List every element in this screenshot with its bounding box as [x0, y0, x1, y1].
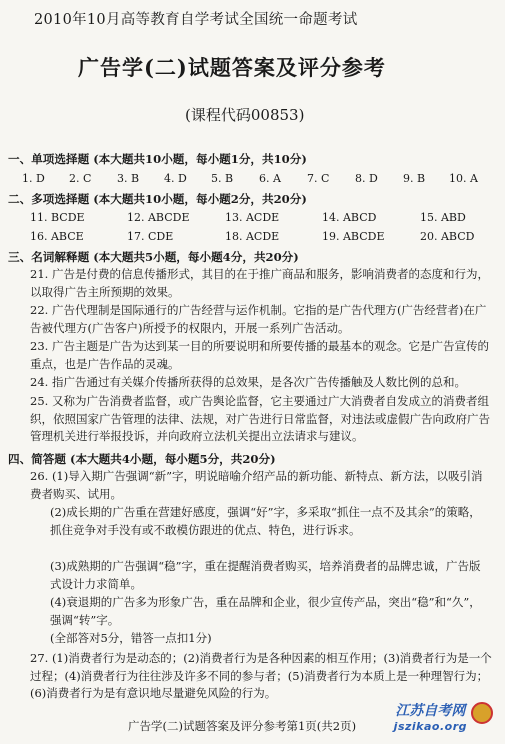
- answer-paragraph-23: 23. 广告主题是广告为达到某一目的所要说明和所要传播的最基本的观念。它是广告宣传的重点，也是广告作品的灵魂。: [30, 339, 489, 371]
- answer-item: 19. ABCDE: [322, 230, 385, 243]
- page-footer: 广告学(二)试题答案及评分参考第1页(共2页): [128, 719, 357, 733]
- answer-paragraph-25: 25. 又称为广告消费者监督，或广告舆论监督，它主要通过广大消费者自发成立的消费者组织，依照国家广告管理的法律、法规，对广告进行日常监督，对违法或虚假广告向政府广告管理机关进行举报投诉，并向政府立法机关提出立法请求与建议。: [30, 394, 490, 443]
- answer-26-point-3: (3)成熟期的广告强调“稳”字，重在提醒消费者购买，培养消费者的品牌忠诚，广告版式设计力求简单。: [50, 559, 481, 591]
- answer-item: 15. ABD: [420, 211, 466, 224]
- answer-item: 5. B: [211, 172, 234, 185]
- page-title: 广告学(二)试题答案及评分参考: [78, 55, 386, 80]
- answer-item: 7. C: [307, 172, 330, 185]
- answer-item: 13. ACDE: [225, 211, 280, 224]
- section-heading-single-choice: 一、单项选择题 (本大题共10小题，每小题1分，共10分): [8, 152, 307, 166]
- answer-item: 12. ABCDE: [127, 211, 190, 224]
- answer-item: 20. ABCD: [420, 230, 475, 243]
- answer-item: 8. D: [355, 172, 378, 185]
- answer-26-point-1: 26. (1)导入期广告强调“新”字，明说暗喻介绍产品的新功能、新特点、新方法，以吸引消费者购买、试用。: [30, 469, 483, 501]
- answer-paragraph-22: 22. 广告代理制是国际通行的广告经营与运作机制。它指的是广告代理方(广告经营者)在广告被代理方(广告客户)所授予的权限内，开展一系列广告活动。: [30, 303, 487, 335]
- answer-26-point-2: (2)成长期的广告重在营建好感度，强调“好”字，多采取“抓住一点不及其余”的策略，抓住竞争对手没有或不敢模仿跟进的优点、特色，进行诉求。: [50, 505, 481, 537]
- answer-item: 16. ABCE: [30, 230, 84, 243]
- answer-item: 11. BCDE: [30, 211, 85, 224]
- course-code: (课程代码00853): [185, 106, 305, 124]
- answer-item: 6. A: [259, 172, 281, 185]
- scoring-note: (全部答对5分，错答一点扣1分): [50, 631, 212, 645]
- section-heading-definitions: 三、名词解释题 (本大题共5小题，每小题4分，共20分): [8, 250, 299, 264]
- answer-item: 14. ABCD: [322, 211, 377, 224]
- watermark: [394, 700, 467, 733]
- answer-26-point-4: (4)衰退期的广告多为形象广告，重在品牌和企业，很少宣传产品，突出“稳”和“久”，强调“转”字。: [50, 595, 481, 627]
- answer-item: 18. ACDE: [225, 230, 280, 243]
- watermark-line2: jszikao.org: [393, 720, 467, 733]
- answer-item: 9. B: [403, 172, 426, 185]
- answer-item: 4. D: [164, 172, 187, 185]
- section-heading-short-answer: 四、简答题 (本大题共4小题，每小题5分，共20分): [8, 452, 276, 466]
- answer-item: 3. B: [117, 172, 140, 185]
- answer-item: 1. D: [22, 172, 45, 185]
- answer-paragraph-21: 21. 广告是付费的信息传播形式，其目的在于推广商品和服务，影响消费者的态度和行为，以取得广告主所预期的效果。: [30, 267, 489, 299]
- exam-header: 2010年10月高等教育自学考试全国统一命题考试: [34, 12, 358, 28]
- section-heading-multiple-choice: 二、多项选择题 (本大题共10小题，每小题2分，共20分): [8, 192, 307, 206]
- answer-paragraph-27: 27. (1)消费者行为是动态的；(2)消费者行为是各种因素的相互作用；(3)消费者行为是一个过程；(4)消费者行为往往涉及许多不同的参与者；(5)消费者行为本质上是一种理智行为；(6)消费者行为是有意识地尽量避免风险的行为。: [30, 651, 492, 700]
- watermark-line1: 江苏自考网: [395, 703, 466, 719]
- answer-item: 2. C: [69, 172, 92, 185]
- answer-item: 17. CDE: [127, 230, 174, 243]
- watermark-logo-icon: [471, 702, 493, 724]
- answer-paragraph-24: 24. 指广告通过有关媒介传播所获得的总效果，是各次广告传播触及人数比例的总和。: [30, 375, 466, 389]
- answer-item: 10. A: [449, 172, 478, 185]
